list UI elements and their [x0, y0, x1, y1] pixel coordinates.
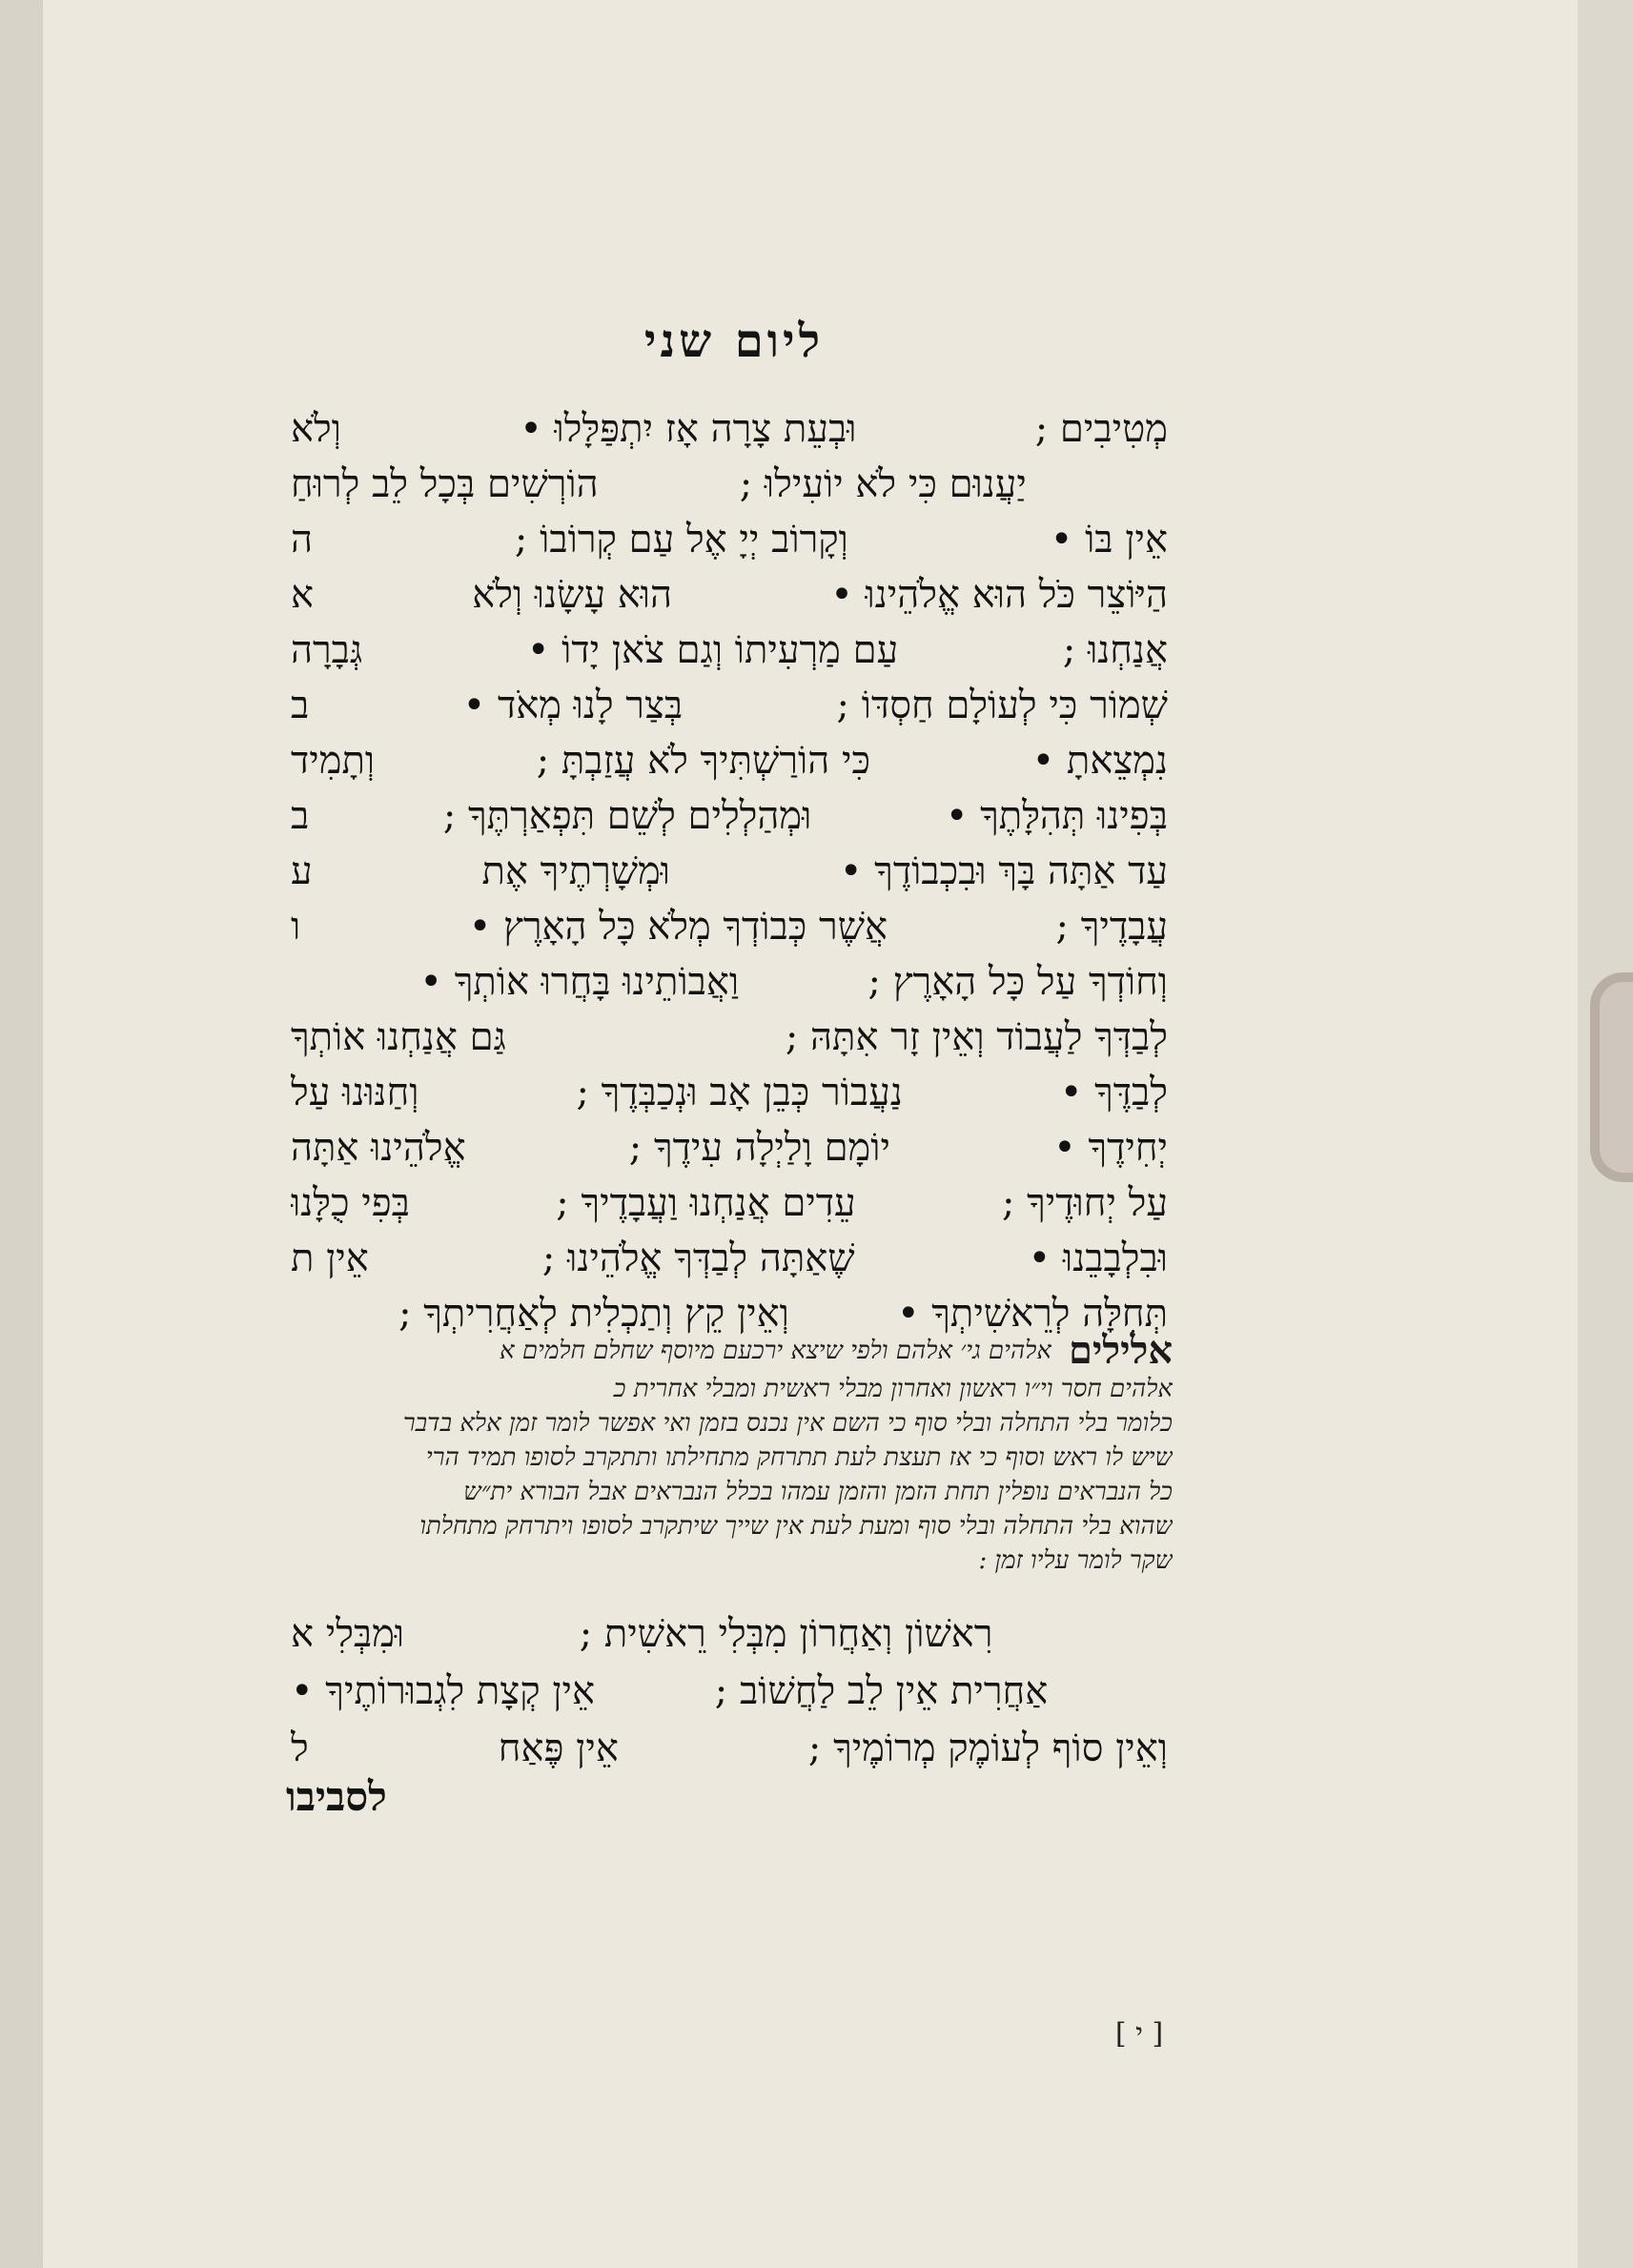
- commentary-line: שקר לומר עליו זמן :: [978, 1546, 1173, 1575]
- line-segment: עֲבָדֶיךָ ;: [1055, 904, 1168, 949]
- text-line: [291, 843, 1168, 898]
- line-segment: גְּבָרָה: [291, 627, 363, 672]
- line-segment: נַעֲבוֹר כְּבֵן אָב וּנְכַבְּדֶךָ ;: [576, 1070, 903, 1114]
- commentary-head: אלילים: [1068, 1328, 1173, 1373]
- line-segment: מְטִיבִים ;: [1034, 406, 1168, 451]
- commentary-block: [286, 1328, 1173, 1578]
- catchword: לסביבו: [286, 1773, 387, 1820]
- line-segment: וּבְעֵת צָרָה אָז יִתְפַּלָּלוּ •: [520, 406, 857, 451]
- line-segment: עַל יְחוּדֶיךָ ;: [1001, 1180, 1168, 1225]
- line-segment: אֵין בּוֹ •: [1050, 517, 1168, 562]
- line-segment: אֱלֹהֵינוּ אַתָּה: [291, 1125, 466, 1170]
- line-segment: שְׁמוֹר כִּי לְעוֹלָם חַסְדּוֹ ;: [836, 683, 1168, 727]
- line-segment: וּמִבְּלִי א: [291, 1611, 405, 1656]
- commentary-first-row: [286, 1328, 1173, 1372]
- line-segment: גַּם אֲנַחְנוּ אוֹתְךָ: [291, 1014, 506, 1059]
- line-segment: א: [291, 572, 315, 617]
- line-segment: וְחוֹדְךָ עַל כָּל הָאָרֶץ ;: [868, 959, 1168, 1004]
- line-segment: אֵין ת: [291, 1236, 369, 1280]
- text-line: [291, 732, 1168, 787]
- text-line: [291, 400, 1168, 456]
- line-segment: תְּחִלָּה לְרֵאשִׁיתְךָ •: [896, 1291, 1168, 1336]
- line-segment: וּמְשָׁרְתֶיךָ אֶת: [481, 848, 671, 893]
- text-line: [291, 456, 1168, 511]
- text-line: [291, 677, 1168, 732]
- line-segment: בְּפִינוּ תְּהִלָּתֶךָ •: [945, 793, 1168, 838]
- line-segment: הַיּוֹצֵר כֹּל הוּא אֱלֹהֵינוּ •: [830, 572, 1168, 617]
- line-segment: לְבַדְּךָ לַעֲבוֹד וְאֵין זָר אִתָּהּ ;: [785, 1014, 1168, 1059]
- line-segment: בְּפִי כֻלָּנוּ: [291, 1180, 410, 1225]
- line-segment: ל: [291, 1726, 309, 1770]
- line-segment: בְּצַר לָנוּ מְאֹד •: [462, 683, 684, 727]
- binding-ring: [1590, 972, 1633, 1182]
- text-line: [291, 898, 1168, 953]
- main-verse-text: [291, 400, 1168, 1340]
- commentary-line: כלומר בלי התחלה ובלי סוף כי השם אין נכנס בזמן ואי אפשר לומר זמן אלא בדבר: [402, 1409, 1173, 1438]
- line-segment: ו: [291, 904, 301, 949]
- text-line: [291, 1009, 1168, 1064]
- line-segment: יְחִידֶךָ •: [1053, 1125, 1168, 1170]
- text-line: [291, 1175, 1168, 1230]
- line-segment: וְחַנּוּנוּ עַל: [291, 1070, 419, 1114]
- line-segment: יַעֲנוּם כִּי לֹא יוֹעִילוּ ;: [739, 461, 1027, 506]
- line-segment: אֲשֶׁר כְּבוֹדְךָ מְלֹא כָּל הָאָרֶץ •: [468, 904, 888, 949]
- text-line: [291, 622, 1168, 677]
- line-segment: וְקָרוֹב יְיָ אֶל עַם קְרוֹבוֹ ;: [514, 517, 848, 562]
- line-segment: וּמְהַלְלִים לְשֵׁם תִּפְאַרְתֶּךָ ;: [442, 793, 812, 838]
- line-segment: עַד אַתָּה בָּךְ וּבִכְבוֹדֶךָ •: [839, 848, 1168, 893]
- line-segment: עַם מַרְעִיתוֹ וְגַם צֹאן יָדוֹ •: [526, 627, 899, 672]
- text-line: [291, 1719, 1168, 1776]
- line-segment: נִמְצֵאתָ •: [1031, 738, 1168, 783]
- line-segment: ב: [291, 793, 310, 838]
- page-heading: ליום שני: [643, 315, 825, 368]
- line-segment: וְלֹא: [291, 406, 341, 451]
- line-segment: וְאֵין קֵץ וְתַכְלִית לְאַחֲרִיתְךָ ;: [398, 1291, 789, 1336]
- lower-verse-text: [291, 1604, 1168, 1776]
- page-number: [ י ]: [1114, 2017, 1164, 2051]
- line-segment: אַחֲרִית אֵין לֵב לַחֲשׁוֹב ;: [714, 1668, 1049, 1713]
- line-segment: שֶׁאַתָּה לְבַדְּךָ אֱלֹהֵינוּ ;: [541, 1236, 855, 1280]
- text-line: [291, 1064, 1168, 1119]
- commentary-line: שיש לו ראש וסוף כי אז תעצת לעת תתרחק מתחילתו ותתקרב לסופו תמיד הרי: [425, 1443, 1173, 1472]
- line-segment: ב: [291, 683, 310, 727]
- text-line: [291, 1662, 1168, 1719]
- commentary-line: שהוא בלי התחלה ובלי סוף ומעת לעת אין שייך שיתקרב לסופו ויתרחק מתחלתו: [419, 1512, 1173, 1541]
- line-segment: יוֹמָם וָלַיְלָה עִידֶךָ ;: [628, 1125, 890, 1170]
- line-segment: וְאֵין סוֹף לְעוֹמֶק מְרוֹמֶיךָ ;: [807, 1726, 1168, 1770]
- text-line: [291, 1230, 1168, 1285]
- line-segment: אֵין קְצָת לִגְבוּרוֹתֶיךָ •: [291, 1668, 596, 1713]
- commentary-line: כל הנבראים נופלין תחת הזמן והזמן עמהו בכלל הנבראים אבל הבורא ית״ש: [463, 1478, 1173, 1506]
- line-segment: רִאשׁוֹן וְאַחֲרוֹן מִבְּלִי רֵאשִׁית ;: [579, 1611, 993, 1656]
- text-line: [291, 787, 1168, 843]
- text-line: [291, 1119, 1168, 1175]
- line-segment: עֵדִים אֲנַחְנוּ וַעֲבָדֶיךָ ;: [556, 1180, 856, 1225]
- line-segment: אֲנַחְנוּ ;: [1062, 627, 1168, 672]
- commentary-line: אלהים גי׳ אלהם ולפי שיצא ירכעם מיוסף שחלם חלמים א: [500, 1337, 1051, 1365]
- text-line: [291, 511, 1168, 566]
- text-line: [291, 953, 1168, 1009]
- line-segment: ה: [291, 517, 314, 562]
- line-segment: כִּי הוֹרַשְׁתִּיךָ לֹא עֲזַבְתָּ ;: [536, 738, 870, 783]
- line-segment: וְתָמִיד: [291, 738, 376, 783]
- line-segment: הוּא עָשָׂנוּ וְלֹא: [472, 572, 673, 617]
- line-segment: וּבִלְבָבֵנוּ •: [1028, 1236, 1168, 1280]
- line-segment: וַאֲבוֹתֵינוּ בָּחֲרוּ אוֹתְךָ •: [419, 959, 740, 1004]
- line-segment: אֵין פֶּאַח: [498, 1726, 619, 1770]
- text-line: [291, 1604, 1168, 1662]
- text-line: [291, 566, 1168, 622]
- line-segment: ע: [291, 848, 313, 893]
- line-segment: לְבַדֶּךָ •: [1059, 1070, 1168, 1114]
- line-segment: הוֹרְשִׁים בְּכָל לֵב לְרוּחַ: [291, 461, 599, 506]
- commentary-line: אלהים חסר וי״ו ראשון ואחרון מבלי ראשית ומבלי אחרית כ: [613, 1375, 1173, 1403]
